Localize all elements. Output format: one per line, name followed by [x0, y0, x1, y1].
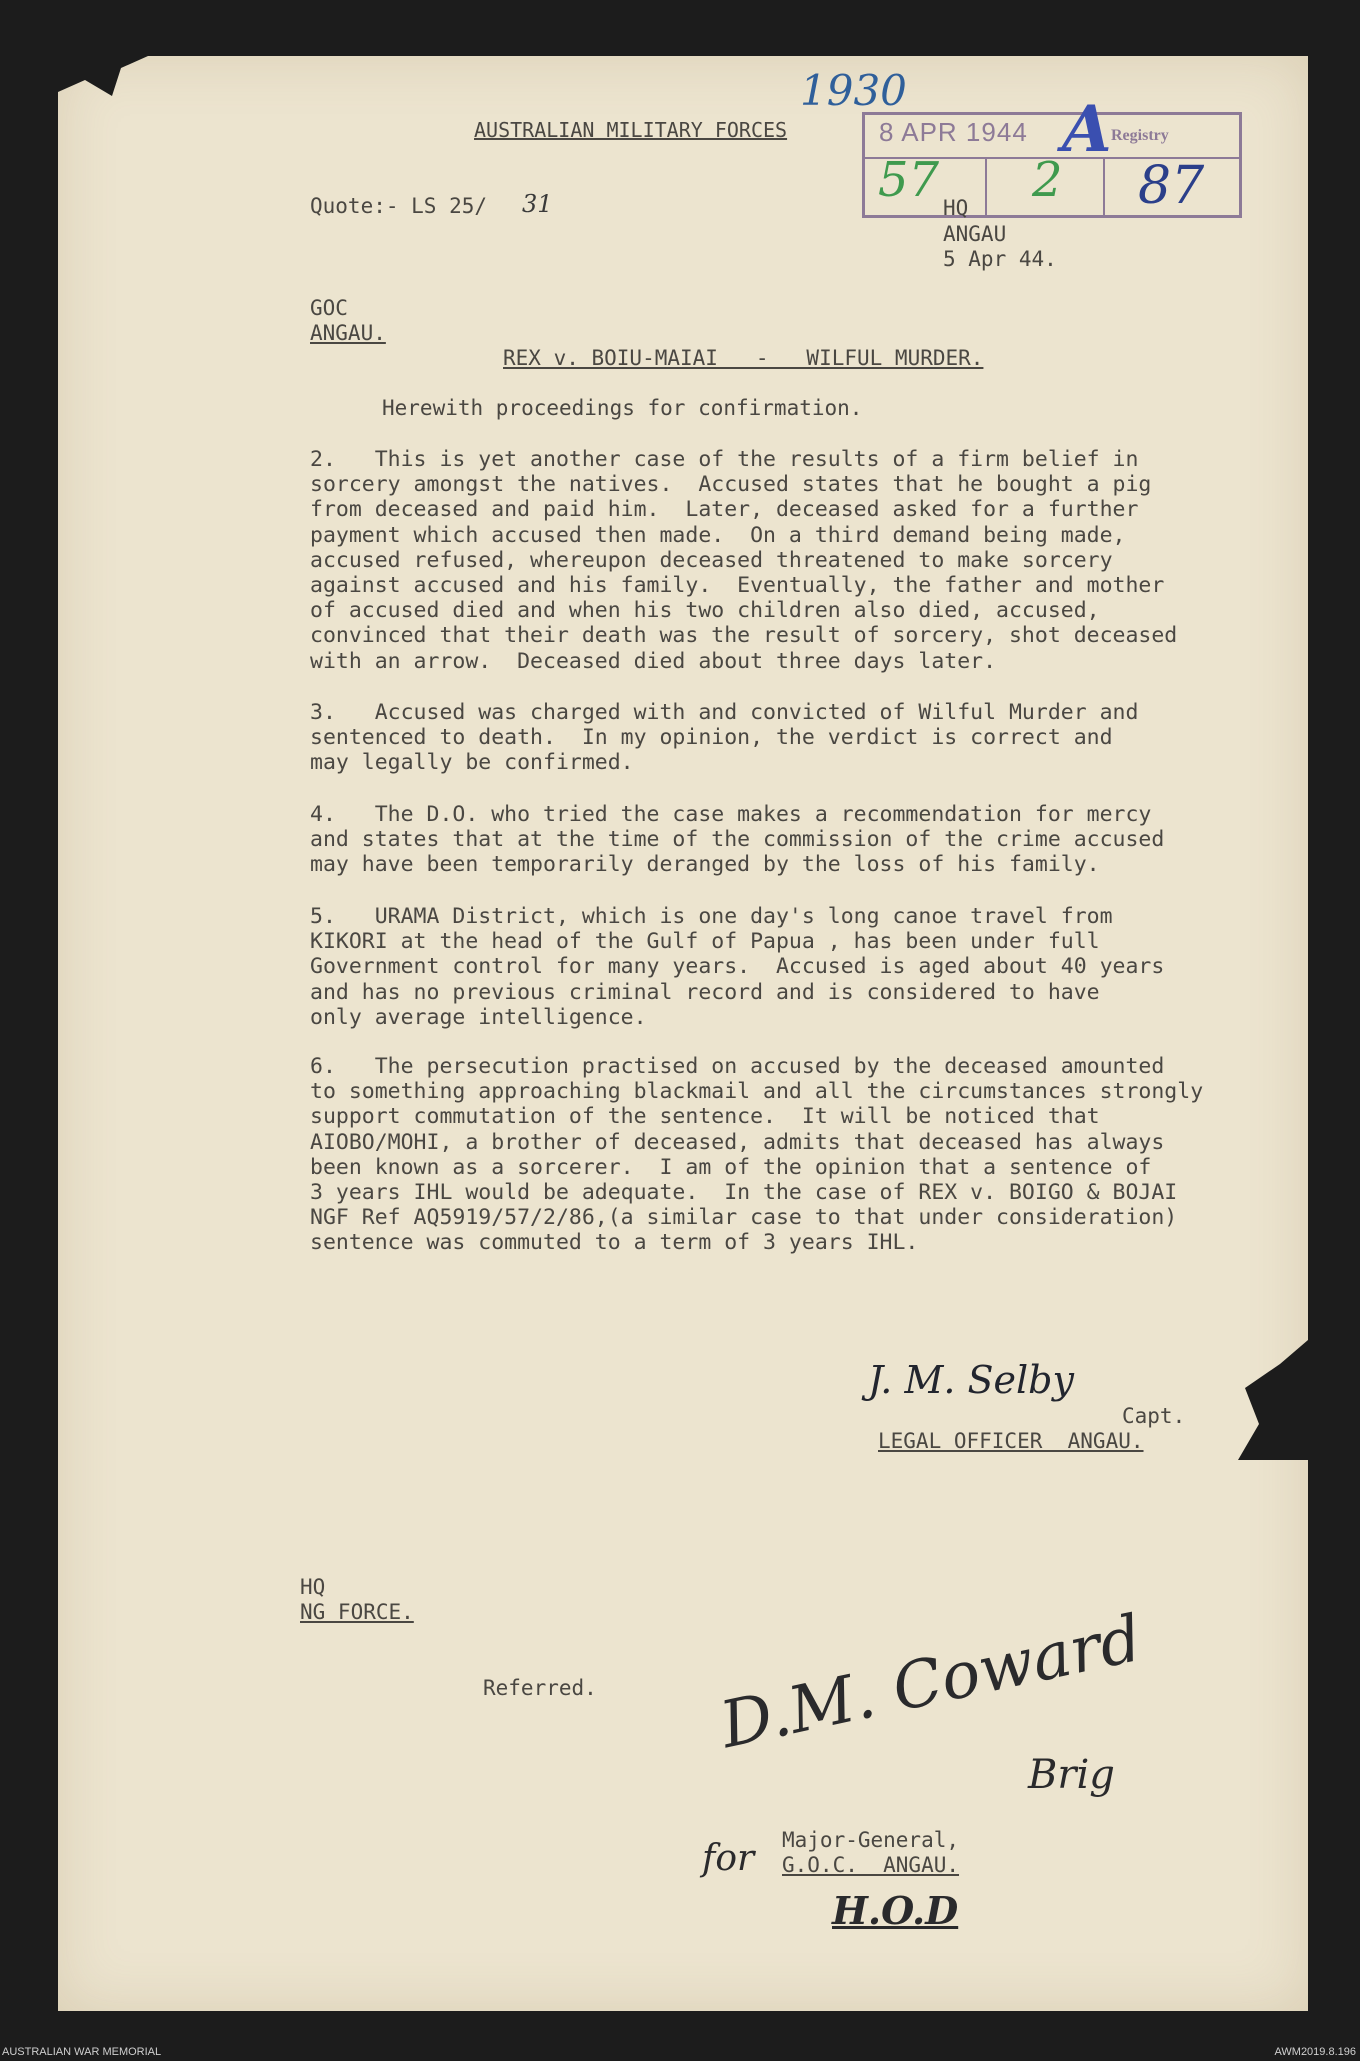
footer-collection-name: AUSTRALIAN WAR MEMORIAL — [2, 2046, 162, 2058]
stamp-registry-label: Registry — [1111, 127, 1169, 144]
paragraph-2: 2. This is yet another case of the results of a firm belief in sorcery amongst the natives. Accused states that he bought a pig from deceased and paid him. Later, deceased asked for a further payment which accused then made. On a third demand being made, accused refused, whereupon deceased threatened to make sorcery against accused and his family. Eventually, the father and mother of accused died and when his two children also died, accused, convinced that their death was the result of sorcery, shot deceased with an arrow. Deceased died about three days later. — [310, 447, 1178, 674]
handwritten-file-number: 1930 — [800, 66, 907, 115]
signature-goc-angau: G.O.C. ANGAU. — [782, 1853, 960, 1877]
paragraph-3: 3. Accused was charged with and convicted of Wilful Murder and sentenced to death. In my opinion, the verdict is correct and may legally be confirmed. — [310, 700, 1139, 776]
second-addressee-line-1: HQ — [300, 1575, 326, 1599]
paragraph-6: 6. The persecution practised on accused by the deceased amounted to something approaching blackmail and all the circumstances strongly support commutation of the sentence. It will be noticed that AIOBO/MOHI, a brother of deceased, admits that deceased has always been known as a sorcerer. I am of the opinion that a sentence of 3 years IHL would be adequate. In the case of REX v. BOIGO & BOJAI NGF Ref AQ5919/57/2/86,(a similar case to that under consideration) sentence was commuted to a term of 3 years IHL. — [310, 1054, 1204, 1256]
handwritten-letter-a: A — [1062, 92, 1112, 167]
referred-line: Referred. — [483, 1676, 597, 1700]
signature-major-general: Major-General, — [782, 1828, 960, 1852]
document-header-title: AUSTRALIAN MILITARY FORCES — [474, 118, 788, 142]
handwritten-cell-a: 57 — [878, 152, 940, 208]
quote-reference: Quote:- LS 25/ — [310, 194, 488, 218]
signature-brigadier-rank: Brig — [1028, 1752, 1115, 1798]
signature-title: LEGAL OFFICER ANGAU. — [878, 1429, 1144, 1453]
subject-line: REX v. BOIU-MAIAI - WILFUL MURDER. — [503, 346, 984, 370]
paragraph-4: 4. The D.O. who tried the case makes a recommendation for mercy and states that at the time of the commission of the crime accused may have been temporarily deranged by the loss of his family. — [310, 802, 1165, 878]
origin-line-1: HQ — [943, 196, 969, 220]
quote-reference-handwritten: 31 — [522, 190, 553, 218]
handwritten-cell-b: 2 — [1032, 152, 1063, 208]
paragraph-5: 5. URAMA District, which is one day's long canoe travel from KIKORI at the head of the Gulf of Papua , has been under full Government control for many years. Accused is aged about 40 years and has no previous criminal record and is considered to have only average intelligence. — [310, 904, 1165, 1030]
stamp-date: 8 APR 1944 — [879, 117, 1028, 147]
second-addressee-line-2: NG FORCE. — [300, 1600, 414, 1624]
handwritten-cell-c: 87 — [1138, 156, 1205, 216]
intro-line: Herewith proceedings for confirmation. — [382, 396, 863, 420]
signature-legal-officer: J. M. Selby — [868, 1358, 1074, 1402]
addressee-line-2: ANGAU. — [310, 321, 386, 345]
addressee-line-1: GOC — [310, 296, 348, 320]
signature-initials: H.O.D — [832, 1888, 959, 1933]
footer-item-id: AWM2019.8.196 — [1274, 2046, 1356, 2058]
origin-date: 5 Apr 44. — [943, 247, 1057, 271]
signature-brigadier: D.M. Coward — [714, 1601, 1148, 1764]
signature-for-prefix: for — [702, 1838, 755, 1879]
origin-line-2: ANGAU — [943, 222, 1007, 246]
signature-rank: Capt. — [1122, 1404, 1186, 1428]
